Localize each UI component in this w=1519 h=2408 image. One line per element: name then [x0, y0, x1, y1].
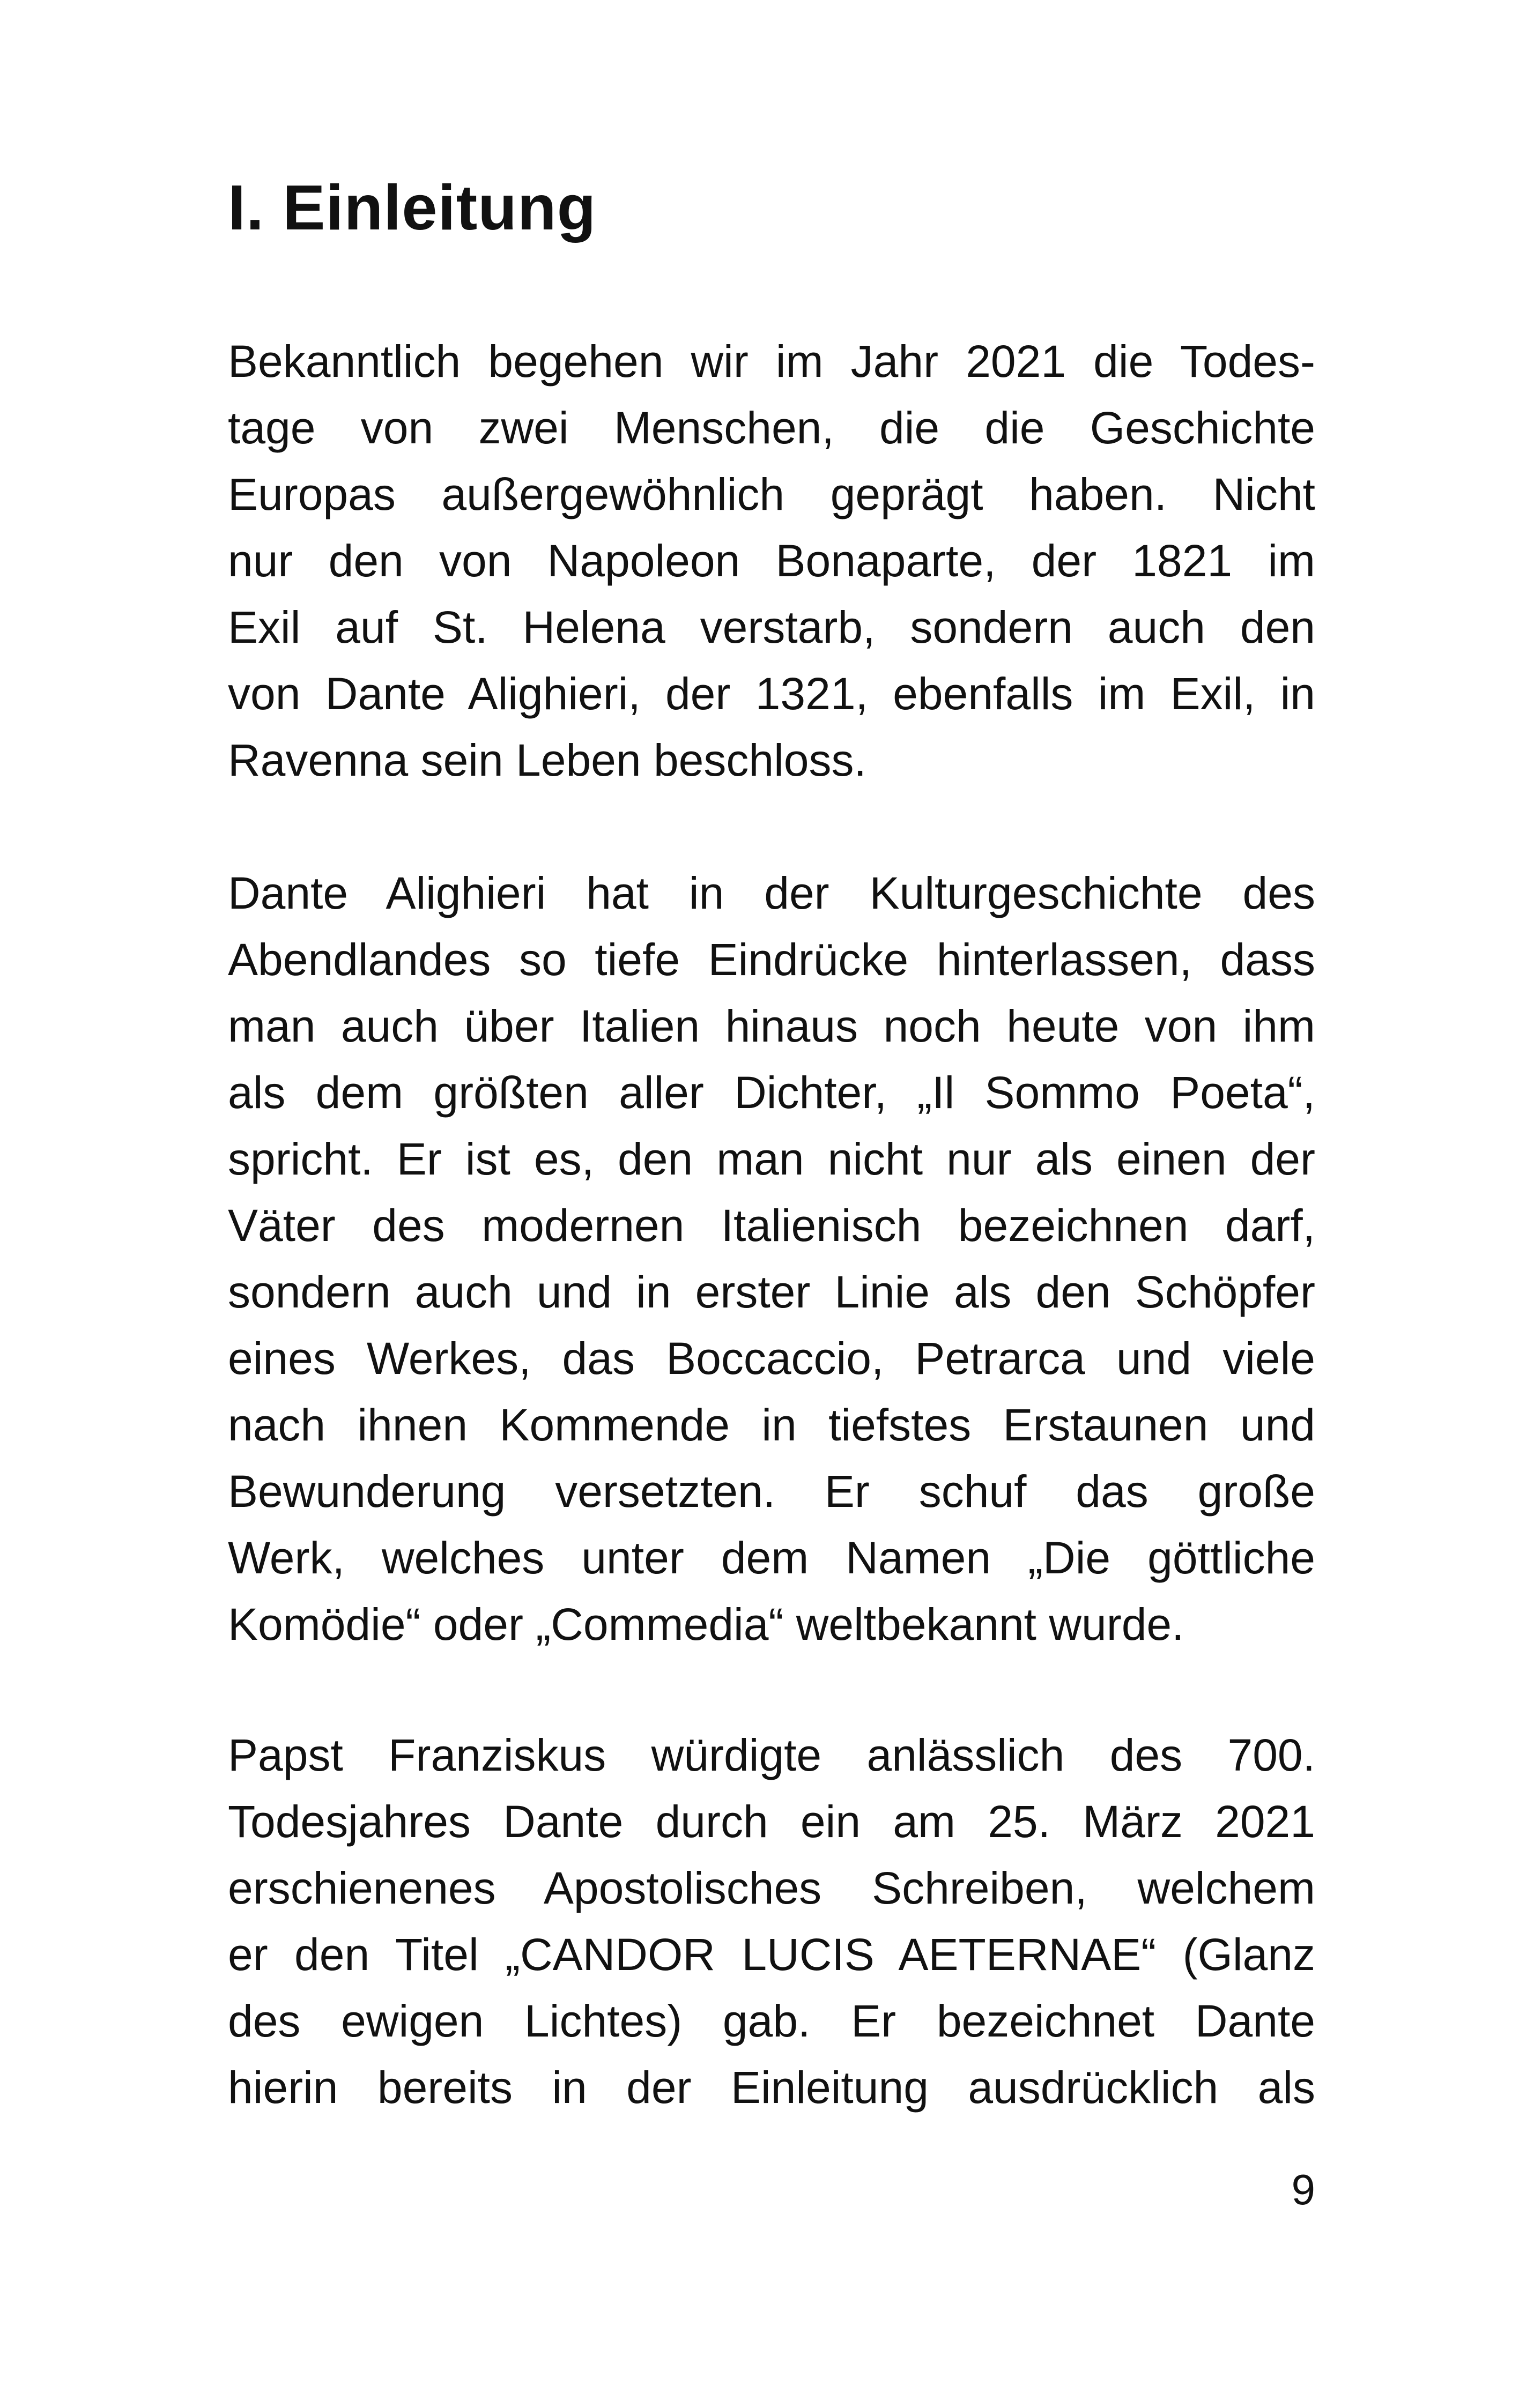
chapter-heading: I. Einleitung	[228, 172, 597, 243]
text-line: Komödie“ oder „Commedia“ weltbekannt wurde.	[228, 1599, 1184, 1649]
text-line: er den Titel „CANDOR LUCIS AETERNAE“ (Glanz	[228, 1929, 1315, 1980]
text-line: von Dante Alighieri, der 1321, ebenfalls im Exil, in	[228, 668, 1315, 719]
text-line: tage von zwei Menschen, die die Geschichte	[228, 403, 1315, 453]
text-line: Väter des modernen Italienisch bezeichnen darf,	[228, 1200, 1315, 1251]
text-line: Dante Alighieri hat in der Kulturgeschichte des	[228, 868, 1315, 918]
text-line: nur den von Napoleon Bonaparte, der 1821 im	[228, 536, 1315, 586]
paragraph-1	[228, 328, 1315, 793]
text-line: Bekanntlich begehen wir im Jahr 2021 die Todes-	[228, 336, 1315, 387]
text-line: sondern auch und in erster Linie als den Schöpfer	[228, 1267, 1315, 1317]
paragraph-2	[228, 860, 1315, 1658]
text-line: als dem größten aller Dichter, „Il Sommo Poeta“,	[228, 1067, 1315, 1118]
paragraph-3	[228, 1722, 1315, 2121]
page-number: 9	[1291, 2166, 1315, 2213]
text-line: eines Werkes, das Boccaccio, Petrarca und viele	[228, 1333, 1315, 1384]
text-line: des ewigen Lichtes) gab. Er bezeichnet Dante	[228, 1996, 1315, 2046]
text-line: nach ihnen Kommende in tiefstes Erstaunen und	[228, 1400, 1315, 1450]
text-line: Werk, welches unter dem Namen „Die göttliche	[228, 1533, 1315, 1583]
text-line: Exil auf St. Helena verstarb, sondern auch den	[228, 602, 1315, 652]
text-line: Ravenna sein Leben beschloss.	[228, 735, 866, 785]
text-line: erschienenes Apostolisches Schreiben, welchem	[228, 1863, 1315, 1913]
text-line: Abendlandes so tiefe Eindrücke hinterlassen, dass	[228, 934, 1315, 985]
text-line: Papst Franziskus würdigte anlässlich des 700.	[228, 1730, 1315, 1780]
text-line: spricht. Er ist es, den man nicht nur als einen der	[228, 1134, 1315, 1184]
text-line: Todesjahres Dante durch ein am 25. März 2021	[228, 1796, 1315, 1847]
text-line: man auch über Italien hinaus noch heute von ihm	[228, 1001, 1315, 1051]
text-line: Europas außergewöhnlich geprägt haben. Nicht	[228, 469, 1315, 519]
text-line: Bewunderung versetzten. Er schuf das große	[228, 1466, 1315, 1517]
text-line: hierin bereits in der Einleitung ausdrücklich als	[228, 2062, 1315, 2113]
